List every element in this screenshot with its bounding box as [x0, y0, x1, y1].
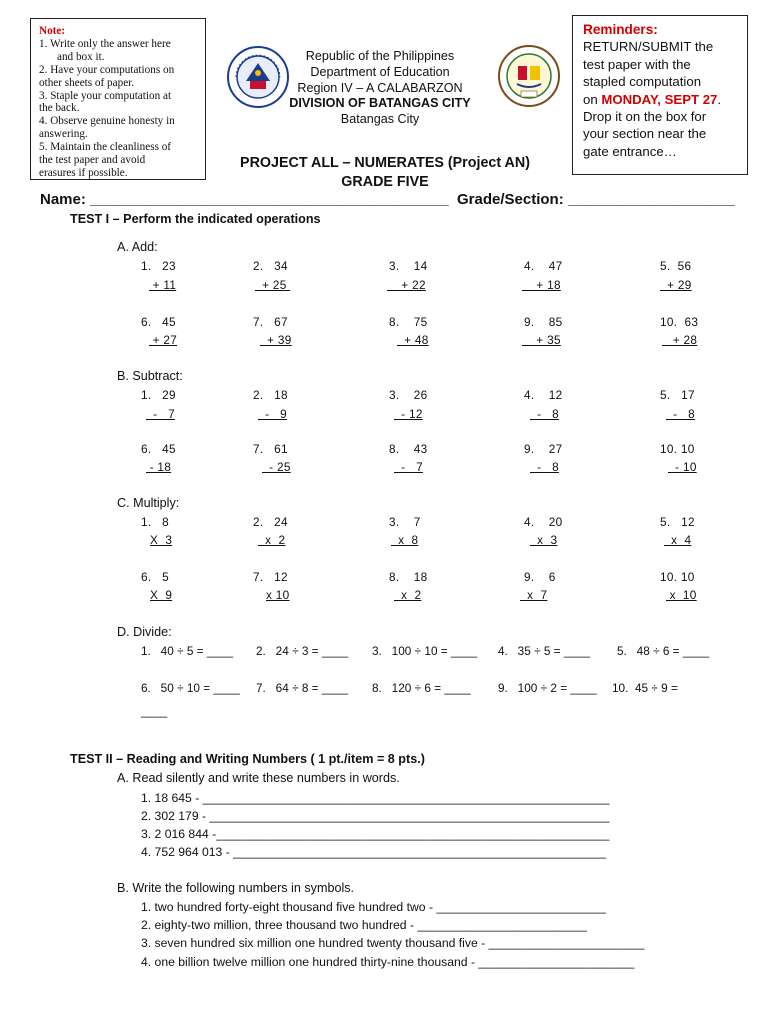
problem-top: 9. 85	[524, 315, 563, 329]
problem-top: 6. 5	[141, 570, 170, 584]
problem-bottom: x 8	[391, 533, 419, 547]
note-line: the test paper and avoid	[39, 154, 146, 167]
problem-top: 4. 12	[524, 388, 563, 402]
division-seal-icon	[497, 44, 561, 108]
reminders-line: your section near the	[583, 126, 707, 142]
reminders-text: on	[583, 91, 602, 107]
test2-part-a-label: A. Read silently and write these numbers in words.	[117, 771, 400, 785]
reminders-box	[572, 15, 748, 175]
symbols-item: 1. two hundred forty-eight thousand five hundred two - _________________________	[141, 900, 606, 914]
problem-top: 2. 24	[253, 515, 288, 529]
problem-top: 5. 12	[660, 515, 695, 529]
problem-top: 9. 6	[524, 570, 556, 584]
note-line: the back.	[39, 102, 80, 115]
test1-heading: TEST I – Perform the indicated operations	[70, 212, 321, 226]
problem-bottom: + 29	[660, 278, 692, 292]
problem-bottom: - 12	[394, 407, 423, 421]
problem-top: 7. 61	[253, 442, 288, 456]
subtract-label: B. Subtract:	[117, 369, 183, 383]
divide-problem: 7. 64 ÷ 8 = ____	[256, 681, 349, 695]
problem-top: 8. 18	[389, 570, 428, 584]
grade-section-field[interactable]: Grade/Section: ____________________	[457, 191, 735, 208]
divide-problem: 9. 100 ÷ 2 = ____	[498, 681, 597, 695]
problem-bottom: + 39	[260, 333, 292, 347]
problem-bottom: x 2	[258, 533, 286, 547]
problem-bottom: - 8	[666, 407, 695, 421]
problem-top: 8. 43	[389, 442, 428, 456]
problem-top: 2. 18	[253, 388, 288, 402]
divide-label: D. Divide:	[117, 625, 172, 639]
problem-bottom: x 3	[530, 533, 558, 547]
problem-top: 6. 45	[141, 442, 176, 456]
problem-bottom: - 7	[146, 407, 175, 421]
problem-top: 3. 26	[389, 388, 428, 402]
problem-bottom: + 22	[387, 278, 426, 292]
problem-bottom: x 4	[664, 533, 692, 547]
words-item: 1. 18 645 - ____________________________________________________________	[141, 791, 610, 805]
problem-top: 3. 7	[389, 515, 421, 529]
reminders-line: stapled computation	[583, 74, 702, 90]
note-line: answering.	[39, 128, 88, 141]
reminders-text: .	[717, 91, 722, 107]
reminders-date: MONDAY, SEPT 27	[601, 91, 718, 107]
test2-heading: TEST II – Reading and Writing Numbers ( 1 pt./item = 8 pts.)	[70, 752, 425, 766]
problem-top: 4. 20	[524, 515, 563, 529]
divide-problem: 3. 100 ÷ 10 = ____	[372, 644, 478, 658]
header-city: Batangas City	[340, 112, 420, 126]
problem-top: 9. 27	[524, 442, 563, 456]
divide-answer-blank: ____	[141, 704, 168, 718]
reminders-line: Drop it on the box for	[583, 109, 707, 125]
grade-title: GRADE FIVE	[341, 174, 429, 190]
problem-bottom: x 10	[266, 588, 290, 602]
words-item: 2. 302 179 - ___________________________________________________________	[141, 809, 610, 823]
symbols-item: 2. eighty-two million, three thousand two hundred - _________________________	[141, 918, 587, 932]
multiply-label: C. Multiply:	[117, 496, 180, 510]
note-line: other sheets of paper.	[39, 76, 135, 89]
problem-bottom: + 35	[522, 333, 561, 347]
problem-bottom: - 10	[668, 460, 697, 474]
problem-bottom: - 7	[394, 460, 423, 474]
problem-top: 4. 47	[524, 259, 563, 273]
problem-bottom: - 25	[262, 460, 291, 474]
header-division: DIVISION OF BATANGAS CITY	[289, 96, 471, 110]
problem-top: 1. 29	[141, 388, 176, 402]
problem-bottom: X 9	[150, 588, 173, 602]
problem-top: 1. 23	[141, 259, 176, 273]
header-republic: Republic of the Philippines	[305, 49, 455, 63]
problem-top: 10. 10	[660, 570, 695, 584]
test2-part-b-label: B. Write the following numbers in symbols.	[117, 881, 355, 895]
divide-problem: 8. 120 ÷ 6 = ____	[372, 681, 471, 695]
problem-bottom: X 3	[150, 533, 173, 547]
note-line: and box it.	[57, 50, 105, 63]
problem-bottom: x 2	[394, 588, 422, 602]
problem-bottom: x 7	[520, 588, 548, 602]
header-department: Department of Education	[310, 65, 450, 79]
problem-bottom: + 11	[149, 278, 177, 292]
problem-bottom: - 9	[258, 407, 287, 421]
symbols-item: 4. one billion twelve million one hundred thirty-nine thousand - _______________________	[141, 955, 635, 969]
reminders-line: test paper with the	[583, 56, 691, 72]
note-line: erasures if possible.	[39, 166, 128, 179]
project-title: PROJECT ALL – NUMERATES (Project AN)	[240, 155, 530, 171]
note-line: 3. Staple your computation at	[39, 89, 172, 102]
header-region: Region IV – A CALABARZON	[297, 81, 463, 95]
note-line: 4. Observe genuine honesty in	[39, 115, 175, 128]
problem-bottom: - 8	[530, 460, 559, 474]
problem-top: 10. 63	[660, 315, 699, 329]
note-box	[30, 18, 206, 180]
words-item: 4. 752 964 013 - _______________________________________________________	[141, 845, 606, 859]
symbols-item: 3. seven hundred six million one hundred twenty thousand five - _______________________	[141, 936, 645, 950]
name-field[interactable]: Name: ___________________________________________	[40, 191, 449, 208]
problem-top: 10. 10	[660, 442, 695, 456]
problem-top: 2. 34	[253, 259, 288, 273]
problem-bottom: + 18	[522, 278, 561, 292]
words-item: 3. 2 016 844 -__________________________________________________________	[141, 827, 610, 841]
problem-top: 7. 67	[253, 315, 288, 329]
add-label: A. Add:	[117, 240, 158, 254]
problem-top: 5. 56	[660, 259, 692, 273]
problem-bottom: + 25	[255, 278, 291, 292]
problem-bottom: - 8	[530, 407, 559, 421]
problem-top: 6. 45	[141, 315, 176, 329]
note-title: Note:	[39, 25, 66, 37]
problem-top: 1. 8	[141, 515, 170, 529]
divide-problem: 1. 40 ÷ 5 = ____	[141, 644, 234, 658]
problem-top: 7. 12	[253, 570, 288, 584]
divide-problem: 5. 48 ÷ 6 = ____	[617, 644, 710, 658]
note-line: 1. Write only the answer here	[39, 37, 171, 50]
problem-bottom: x 10	[666, 588, 697, 602]
divide-problem: 10. 45 ÷ 9 =	[612, 681, 678, 695]
problem-top: 3. 14	[389, 259, 428, 273]
reminders-line: RETURN/SUBMIT the	[583, 39, 714, 55]
problem-bottom: + 27	[149, 333, 178, 347]
problem-bottom: + 48	[397, 333, 429, 347]
problem-bottom: + 28	[662, 333, 698, 347]
reminders-line: gate entrance…	[583, 143, 677, 159]
divide-problem: 4. 35 ÷ 5 = ____	[498, 644, 591, 658]
note-line: 5. Maintain the cleanliness of	[39, 141, 172, 154]
note-line: 2. Have your computations on	[39, 63, 175, 76]
problem-bottom: - 18	[146, 460, 172, 474]
problem-top: 5. 17	[660, 388, 695, 402]
divide-problem: 2. 24 ÷ 3 = ____	[256, 644, 349, 658]
problem-top: 8. 75	[389, 315, 428, 329]
reminders-line	[583, 91, 741, 108]
reminders-title: Reminders:	[583, 22, 658, 37]
divide-problem: 6. 50 ÷ 10 = ____	[141, 681, 240, 695]
